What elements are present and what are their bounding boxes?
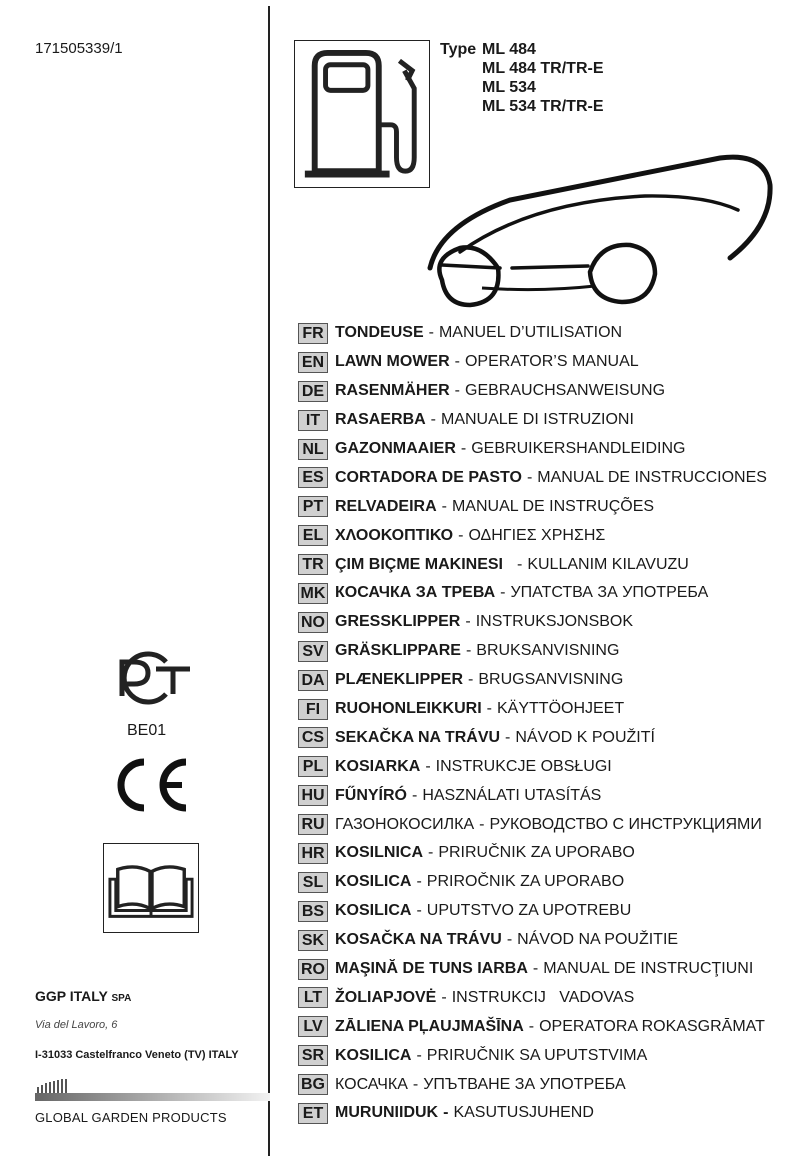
language-subtitle: PRIRUČNIK SA UPUTSTVIMA — [426, 1046, 648, 1064]
language-subtitle: MANUAL DE INSTRUCŢIUNI — [543, 960, 754, 978]
language-row-nl — [298, 435, 798, 464]
language-subtitle: KÄYTTÖOHJEET — [497, 700, 625, 718]
language-row-de — [298, 377, 798, 406]
language-row-hu — [298, 781, 798, 810]
pct-certification-icon — [108, 650, 194, 706]
language-title: RASAERBA — [335, 411, 426, 429]
language-subtitle: MANUEL D’UTILISATION — [438, 324, 623, 342]
language-row-hr — [298, 839, 798, 868]
brand-name: GLOBAL GARDEN PRODUCTS — [35, 1110, 227, 1125]
language-title: CORTADORA DE PASTO — [335, 468, 522, 486]
language-row-et — [298, 1099, 798, 1128]
language-title: КОСАЧКА ЗА ТРЕВА — [335, 584, 496, 602]
separator: - — [428, 844, 434, 862]
certification-code: BE01 — [127, 722, 167, 739]
language-code: IT — [298, 410, 328, 431]
vertical-divider — [268, 6, 270, 1156]
language-row-fr — [298, 319, 798, 348]
language-code: HR — [298, 843, 328, 864]
language-title: RELVADEIRA — [335, 497, 437, 515]
separator: - — [526, 468, 533, 486]
language-subtitle: ΟΔΗΓΙΕΣ ΧΡΗΣΗΣ — [468, 526, 606, 544]
model-list — [440, 40, 604, 116]
language-row-cs — [298, 723, 798, 752]
language-subtitle: HASZNÁLATI UTASÍTÁS — [422, 786, 602, 804]
language-subtitle: УПАТСТВА ЗА УПОТРЕБА — [510, 584, 709, 602]
separator: - — [486, 700, 492, 718]
language-title: KOSILICA — [335, 902, 412, 920]
company-name — [35, 988, 131, 1004]
separator: - — [505, 728, 511, 746]
language-subtitle: KASUTUSJUHEND — [453, 1104, 594, 1122]
language-code: TR — [298, 554, 328, 575]
separator: - — [443, 1104, 449, 1122]
language-row-lv — [298, 1012, 798, 1041]
separator: - — [430, 411, 436, 429]
separator: - — [441, 497, 447, 515]
model-name: ML 484 TR/TR-E — [482, 60, 604, 77]
company-name-text: GGP ITALY — [35, 988, 108, 1004]
language-subtitle: BRUGSANVISNING — [478, 671, 624, 689]
language-subtitle: GEBRAUCHSANWEISUNG — [465, 382, 666, 400]
language-title: RASENMÄHER — [335, 382, 450, 400]
language-title: GRÄSKLIPPARE — [335, 642, 461, 660]
language-title: MAŞINĂ DE TUNS IARBA — [335, 960, 528, 978]
language-row-mk — [298, 579, 798, 608]
type-label: Type — [440, 41, 477, 58]
language-title: КОСАЧКА — [335, 1075, 408, 1093]
language-title: GRESSKLIPPER — [335, 613, 461, 631]
language-code: ES — [298, 467, 328, 488]
language-subtitle: KULLANIM KILAVUZU — [527, 555, 689, 573]
separator: - — [465, 642, 472, 660]
language-subtitle: MANUAL DE INSTRUÇÕES — [451, 497, 655, 515]
language-row-lt — [298, 983, 798, 1012]
language-code: DE — [298, 381, 328, 402]
language-title: PLÆNEKLIPPER — [335, 671, 464, 689]
company-street: Via del Lavoro, 6 — [35, 1019, 118, 1031]
language-code: BS — [298, 901, 328, 922]
separator: - — [454, 382, 460, 400]
language-title: TONDEUSE — [335, 324, 424, 342]
language-subtitle: UPUTSTVO ZA UPOTREBU — [426, 902, 632, 920]
separator: - — [500, 584, 506, 602]
language-code: NL — [298, 439, 328, 460]
company-city: I-31033 Castelfranco Veneto (TV) ITALY — [35, 1049, 239, 1061]
language-row-sl — [298, 868, 798, 897]
language-code: SL — [298, 872, 328, 893]
language-row-ru — [298, 810, 798, 839]
language-row-el — [298, 521, 798, 550]
language-list — [298, 319, 798, 1128]
language-title: SEKAČKA NA TRÁVU — [335, 728, 501, 746]
language-row-da — [298, 666, 798, 695]
separator: - — [506, 931, 513, 949]
language-row-no — [298, 608, 798, 637]
language-title: KOSILICA — [335, 873, 412, 891]
language-row-fi — [298, 695, 798, 724]
fuel-pump-icon — [294, 40, 430, 188]
language-title: KOSILNICA — [335, 844, 423, 862]
language-subtitle: УПЪТВАНЕ ЗА УПОТРЕБА — [423, 1075, 626, 1093]
language-row-sk — [298, 926, 798, 955]
language-subtitle: PRIROČNIK ZA UPORABO — [426, 873, 625, 891]
language-row-bg — [298, 1070, 798, 1099]
language-title: MURUNIIDUK — [335, 1104, 439, 1122]
separator: - — [532, 960, 539, 978]
separator: - — [465, 613, 471, 631]
language-code: ET — [298, 1103, 328, 1124]
language-code: SR — [298, 1045, 328, 1066]
separator: - — [528, 1017, 535, 1035]
language-subtitle: OPERATORA ROKASGRĀMAT — [539, 1017, 765, 1035]
language-code: EL — [298, 525, 328, 546]
language-title: LAWN MOWER — [335, 353, 450, 371]
language-code: NO — [298, 612, 328, 633]
language-code: PL — [298, 756, 328, 777]
language-code: DA — [298, 670, 328, 691]
language-code: LT — [298, 987, 328, 1008]
language-title: ŽOLIAPJOVĖ — [335, 988, 437, 1006]
language-row-tr — [298, 550, 798, 579]
separator: - — [460, 440, 467, 457]
language-subtitle: NÁVOD K POUŽITÍ — [515, 728, 655, 746]
language-code: HU — [298, 785, 328, 806]
language-row-pt — [298, 492, 798, 521]
language-title: RUOHONLEIKKURI — [335, 700, 482, 718]
language-title: ZĀLIENA PĻAUJMAŠĪNA — [335, 1017, 524, 1035]
model-name: ML 534 TR/TR-E — [482, 98, 604, 115]
separator: - — [454, 353, 460, 371]
document-number: 171505339/1 — [35, 40, 123, 57]
language-row-sr — [298, 1041, 798, 1070]
language-row-it — [298, 406, 798, 435]
separator: - — [468, 671, 474, 689]
separator: - — [428, 324, 434, 342]
language-code: RO — [298, 959, 328, 980]
separator: - — [479, 815, 485, 833]
language-code: BG — [298, 1074, 328, 1095]
language-subtitle: MANUALE DI ISTRUZIONI — [441, 411, 634, 429]
language-subtitle: INSTRUKCIJ VADOVAS — [451, 988, 635, 1006]
language-title: FŰNYÍRÓ — [335, 786, 407, 804]
separator: - — [412, 1075, 419, 1093]
ce-mark-icon — [110, 757, 190, 813]
separator: - — [458, 526, 464, 544]
ggp-logo-icon — [35, 1079, 270, 1105]
language-subtitle: GEBRUIKERSHANDLEIDING — [471, 440, 686, 457]
language-subtitle: INSTRUKCJE OBSŁUGI — [435, 757, 612, 775]
separator: - — [416, 1046, 422, 1064]
language-row-ro — [298, 955, 798, 984]
language-title: KOSILICA — [335, 1046, 412, 1064]
language-row-bs — [298, 897, 798, 926]
language-code: RU — [298, 814, 328, 835]
language-title: GAZONMAAIER — [335, 440, 456, 457]
language-row-en — [298, 348, 798, 377]
language-code: SV — [298, 641, 328, 662]
read-manual-icon — [103, 843, 199, 933]
language-title: KOSIARKA — [335, 757, 421, 775]
language-code: SK — [298, 930, 328, 951]
language-subtitle: BRUKSANVISNING — [476, 642, 620, 660]
company-suffix: SPA — [111, 993, 132, 1004]
separator: - — [425, 757, 431, 775]
language-subtitle: INSTRUKSJONSBOK — [475, 613, 634, 631]
model-name: ML 534 — [482, 79, 536, 96]
language-subtitle: MANUAL DE INSTRUCCIONES — [537, 468, 767, 486]
language-code: PT — [298, 496, 328, 517]
separator: - — [517, 555, 523, 573]
language-subtitle: NÁVOD NA POUŽITIE — [517, 931, 679, 949]
separator: - — [416, 873, 422, 891]
language-row-es — [298, 463, 798, 492]
language-title: ΧΛΟΟΚΟΠΤΙΚΟ — [335, 526, 454, 544]
separator: - — [416, 902, 422, 920]
language-code: MK — [298, 583, 328, 604]
language-code: CS — [298, 727, 328, 748]
language-title: ÇIM BIÇME MAKINESI — [335, 555, 503, 573]
separator: - — [441, 988, 447, 1006]
language-code: FI — [298, 699, 328, 720]
language-code: FR — [298, 323, 328, 344]
language-subtitle: РУКОВОДСТВО С ИНСТРУКЦИЯМИ — [489, 815, 762, 833]
separator: - — [412, 786, 418, 804]
language-code: LV — [298, 1016, 328, 1037]
language-title: KOSAČKA NA TRÁVU — [335, 931, 502, 949]
lawn-mower-icon — [420, 140, 780, 315]
language-row-pl — [298, 752, 798, 781]
language-row-sv — [298, 637, 798, 666]
model-name: ML 484 — [482, 41, 536, 58]
language-subtitle: PRIRUČNIK ZA UPORABO — [438, 844, 635, 862]
language-title: ГАЗОНОКОСИЛКА — [335, 815, 475, 833]
language-subtitle: OPERATOR’S MANUAL — [464, 353, 639, 371]
language-code: EN — [298, 352, 328, 373]
